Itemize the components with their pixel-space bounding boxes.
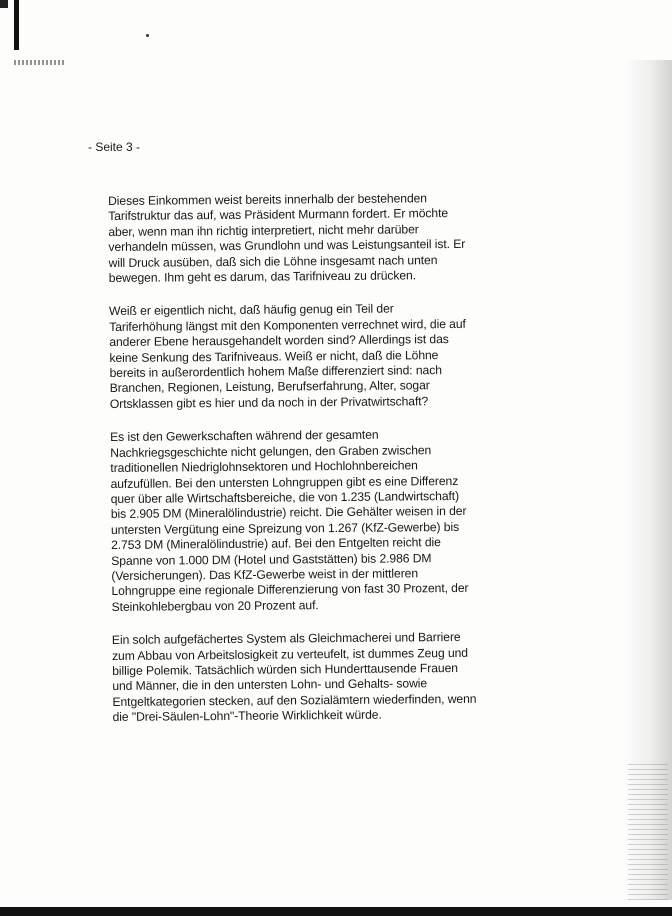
scan-artifact-corner [0,0,8,8]
paragraph [109,301,510,412]
text-line: Ein solch aufgefächertes System als Gleichmacherei und Barriere [111,630,461,648]
text-line: keine Senkung des Tarifniveaus. Weiß er nicht, daß die Löhne [109,347,439,365]
text-line: Tarifstruktur das auf, was Präsident Murmann fordert. Er möchte [108,206,449,224]
text-line: Spanne von 1.000 DM (Hotel und Gaststätten) bis 2.986 DM [111,550,432,568]
text-line: Tariferhöhung längst mit den Komponenten verrechnet wird, die auf [109,316,466,334]
text-line: 2.753 DM (Mineralölindustrie) auf. Bei den Entgelten reicht die [111,535,441,553]
text-line: untersten Vergütung eine Spreizung von 1.267 (KfZ-Gewerbe) bis [110,519,460,537]
text-line: und Männer, die in den untersten Lohn- und Gehalts- sowie [112,676,428,694]
text-line: aber, wenn man ihn richtig interpretiert, nicht mehr darüber [108,222,419,239]
text-line: (Versicherungen). Das KfZ-Gewerbe weist in der mittleren [111,566,419,583]
text-line: Lohngruppe eine regionale Differenzierung von fast 30 Prozent, der [111,581,469,599]
scan-artifact-right-specks [628,760,668,900]
scan-artifact-dot [146,34,149,37]
text-line: Branchen, Regionen, Leistung, Berufserfahrung, Alter, sogar [109,378,430,396]
text-line: Dieses Einkommen weist bereits innerhalb der bestehenden [108,191,428,208]
paragraph [110,427,512,615]
scan-artifact-bottom-edge [0,907,672,916]
text-line: bis 2.905 DM (Mineralölindustrie) reicht. Die Gehälter weisen in der [110,504,467,522]
text-line: Ortsklassen gibt es hier und da noch in der Privatwirtschaft? [109,394,429,411]
paragraph [112,630,513,726]
text-line: quer über alle Wirtschaftsbereiche, die von 1.235 (Landwirtschaft) [110,488,460,506]
paragraph [108,191,509,287]
text-line: billige Polemik. Tatsächlich würden sich Hunderttausende Frauen [112,660,458,678]
text-line: anderer Ebene herausgehandelt worden sind? Allerdings ist das [109,332,449,350]
text-line: Entgeltkategorien stecken, auf den Sozialämtern wiederfinden, wenn [112,691,477,709]
text-line: aufzufüllen. Bei den untersten Lohngruppen gibt es eine Differenz [110,473,459,491]
text-line: Es ist den Gewerkschaften während der gesamten [110,427,379,445]
body-text [108,191,513,744]
scan-artifact-hatch [14,60,66,65]
text-line: Weiß er eigentlich nicht, daß häufig genug ein Teil der [108,301,394,319]
page-number: - Seite 3 - [88,140,141,154]
text-line: verhandeln müssen, was Grundlohn und was Leistungsanteil ist. Er [108,237,466,255]
text-line: Steinkohlebergbau von 20 Prozent auf. [111,597,319,614]
scan-artifact-bar [14,0,19,50]
text-line: Nachkriegsgeschichte nicht gelungen, den Graben zwischen [110,442,432,460]
text-line: traditionellen Niedriglohnsektoren und Hochlohnbereichen [110,458,418,476]
text-line: bereits in außerordentlich hohem Maße differenziert sind: nach [109,363,442,381]
text-line: die "Drei-Säulen-Lohn"-Theorie Wirklichkeit würde. [112,707,382,725]
text-line: zum Abbau von Arbeitslosigkeit zu verteufelt, ist dummes Zeug und [111,645,469,663]
text-line: will Druck ausüben, daß sich die Löhne insgesamt nach unten [108,252,438,270]
text-line: bewegen. Ihm geht es darum, das Tarifniveau zu drücken. [108,268,417,286]
